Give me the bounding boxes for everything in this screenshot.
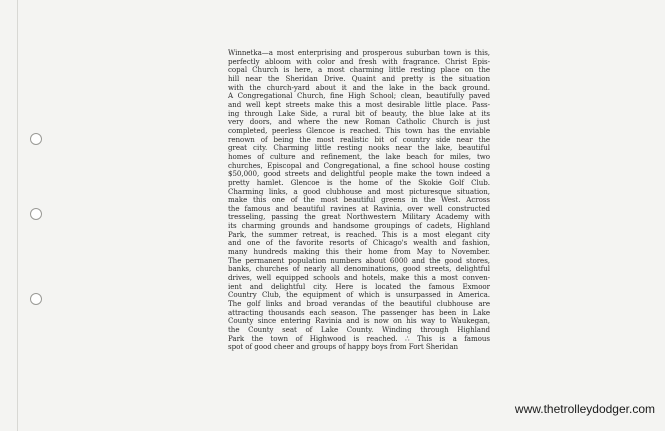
text-line: copal Church is here, a most charming little resting place on the [228, 65, 490, 75]
text-line: pretty hamlet. Glencoe is the home of the Skokie Golf Club. [228, 177, 490, 187]
text-line: the famous and beautiful ravines at Ravinia, over well constructed [228, 203, 490, 213]
text-line: very doors, and where the new Roman Catholic Church is just [228, 117, 490, 127]
punch-hole-middle [30, 208, 42, 220]
text-line: County since entering Ravinia and is now on his way to Waukegan, [228, 316, 490, 326]
text-line: with the church-yard about it and the lake in the back ground. [228, 82, 490, 92]
text-line: the County seat of Lake County. Winding through Highland [228, 325, 490, 334]
text-line: its charming grounds and handsome groupings of cadets, Highland [228, 221, 490, 231]
text-line: completed, peerless Glencoe is reached. This town has the enviable [228, 125, 490, 135]
text-line: and one of the favorite resorts of Chicago's wealth and fashion, [228, 238, 490, 248]
text-line: spot of good cheer and groups of happy boys from Fort Sheridan [228, 342, 459, 352]
text-line: Winnetka—a most enterprising and prosperous suburban town is this, [228, 48, 490, 57]
text-line: Country Club, the equipment of which is unsurpassed in America. [228, 290, 490, 300]
text-line: A Congregational Church, fine High School; clean, beautifully paved [228, 91, 490, 101]
text-line: homes of culture and refinement, the lake beach for miles, two [228, 151, 490, 161]
text-line: make this one of the most beautiful greens in the West. Across [228, 195, 490, 205]
text-line: renown of being the most realistic bit of country side near the [228, 134, 490, 144]
text-line: attracting thousands each season. The passenger has been in Lake [228, 307, 490, 317]
body-text-block [228, 49, 490, 352]
page-edge-line [17, 0, 18, 431]
text-line: The golf links and broad verandas of the beautiful clubhouse are [228, 299, 490, 309]
text-line: tresseling, passing the great Northwestern Military Academy with [228, 212, 490, 222]
punch-hole-bottom [30, 293, 42, 305]
text-line: many hundreds making this their home from May to November. [228, 247, 490, 257]
text-line: ient and delightful city. Here is located the famous Exmoor [228, 281, 490, 291]
text-line: $50,000, good streets and delightful people make the town indeed a [228, 169, 490, 179]
text-line: The permanent population numbers about 6000 and the good stores, [228, 255, 490, 265]
text-line: Park the town of Highwood is reached. ∴ This is a famous [228, 333, 490, 343]
text-line: great city. Charming little resting nooks near the lake, beautiful [228, 143, 490, 153]
site-watermark: www.thetrolleydodger.com [514, 402, 655, 416]
text-line: banks, churches of nearly all denominations, good streets, delightful [228, 264, 490, 274]
text-line: drives, well equipped schools and hotels, make this a most conven- [228, 273, 490, 283]
text-line: perfectly abloom with color and fresh with fragrance. Christ Epis- [228, 56, 490, 66]
text-line: ing through Lake Side, a rural bit of beauty, the blue lake at its [228, 108, 490, 118]
punch-hole-top [30, 133, 42, 145]
text-line: and well kept streets make this a most desirable little place. Pass- [228, 99, 490, 109]
text-line: hill near the Sheridan Drive. Quaint and pretty is the situation [228, 73, 490, 83]
text-line: Park, the summer retreat, is reached. This is a most elegant city [228, 229, 490, 239]
text-line: Charming links, a good clubhouse and most picturesque situation, [228, 186, 490, 196]
text-line: churches, Episcopal and Congregational, a fine school house costing [228, 160, 490, 170]
